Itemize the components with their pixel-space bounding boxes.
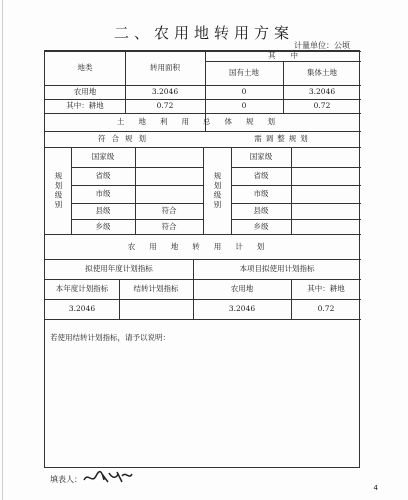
explanation-note: 若使用结转计划指标，请予以说明： [50, 333, 170, 342]
collective-value: 3.2046 [308, 87, 336, 97]
level-name: 国家级 [91, 152, 115, 162]
level-name: 省级 [253, 171, 269, 181]
annual-column: 本年度计划指标 [55, 284, 109, 294]
arable-column: 其中：耕地 [307, 284, 345, 294]
level-name: 市级 [95, 189, 111, 199]
farmland-column: 农用地 [230, 284, 254, 294]
conversion-band: 农用地转用计划 [127, 241, 279, 251]
row-label: 农用地 [73, 87, 97, 97]
level-name: 乡级 [253, 221, 269, 231]
row-label: 其中：耕地 [66, 101, 104, 111]
state-value: 0 [241, 101, 247, 111]
area-header: 转用面积 [150, 63, 180, 73]
level-value: 符合 [161, 206, 177, 216]
level-name: 省级 [95, 171, 111, 181]
level-name: 市级 [253, 189, 269, 199]
rule [291, 147, 292, 234]
collective-header: 集体土地 [307, 68, 337, 78]
page-number: 4 [373, 484, 378, 492]
annual-value: 3.2046 [68, 304, 96, 314]
collective-value: 0.72 [313, 101, 331, 111]
state-header: 国有土地 [229, 68, 259, 78]
conform-header: 符合规划 [98, 134, 152, 144]
carryover-column: 结转计划指标 [133, 284, 179, 294]
level-name: 国家级 [249, 152, 273, 162]
page-title: 二、农用地转用方案 [113, 24, 294, 42]
plan-level-label: 规划级别 [212, 171, 222, 210]
annual-header: 拟使用年度计划指标 [85, 264, 153, 274]
rule [231, 219, 361, 220]
arable-value: 0.72 [317, 304, 335, 314]
level-name: 县级 [95, 206, 111, 216]
handwritten-signature [82, 468, 134, 486]
ownership-header: 其 中 [268, 51, 298, 61]
area-value: 0.72 [156, 101, 174, 111]
conversion-plan-table [44, 50, 360, 468]
farmland-value: 3.2046 [228, 304, 256, 314]
unit-label: 计量单位：公顷 [294, 41, 350, 50]
carryover-value [119, 299, 193, 319]
adjust-header: 需调整规划 [254, 134, 312, 144]
level-name: 县级 [253, 206, 269, 216]
rule [45, 319, 361, 320]
scan-edge [2, 0, 3, 500]
area-value: 3.2046 [151, 87, 179, 97]
plot-header: 地类 [77, 63, 93, 73]
planning-band: 土地利用总体规划 [117, 117, 289, 127]
level-value: 符合 [161, 221, 177, 231]
level-name: 乡级 [95, 221, 111, 231]
project-header: 本项目拟使用计划指标 [239, 264, 315, 274]
state-value: 0 [241, 87, 247, 97]
plan-level-label: 规划级别 [53, 171, 63, 210]
filler-label: 填表人： [50, 475, 82, 484]
